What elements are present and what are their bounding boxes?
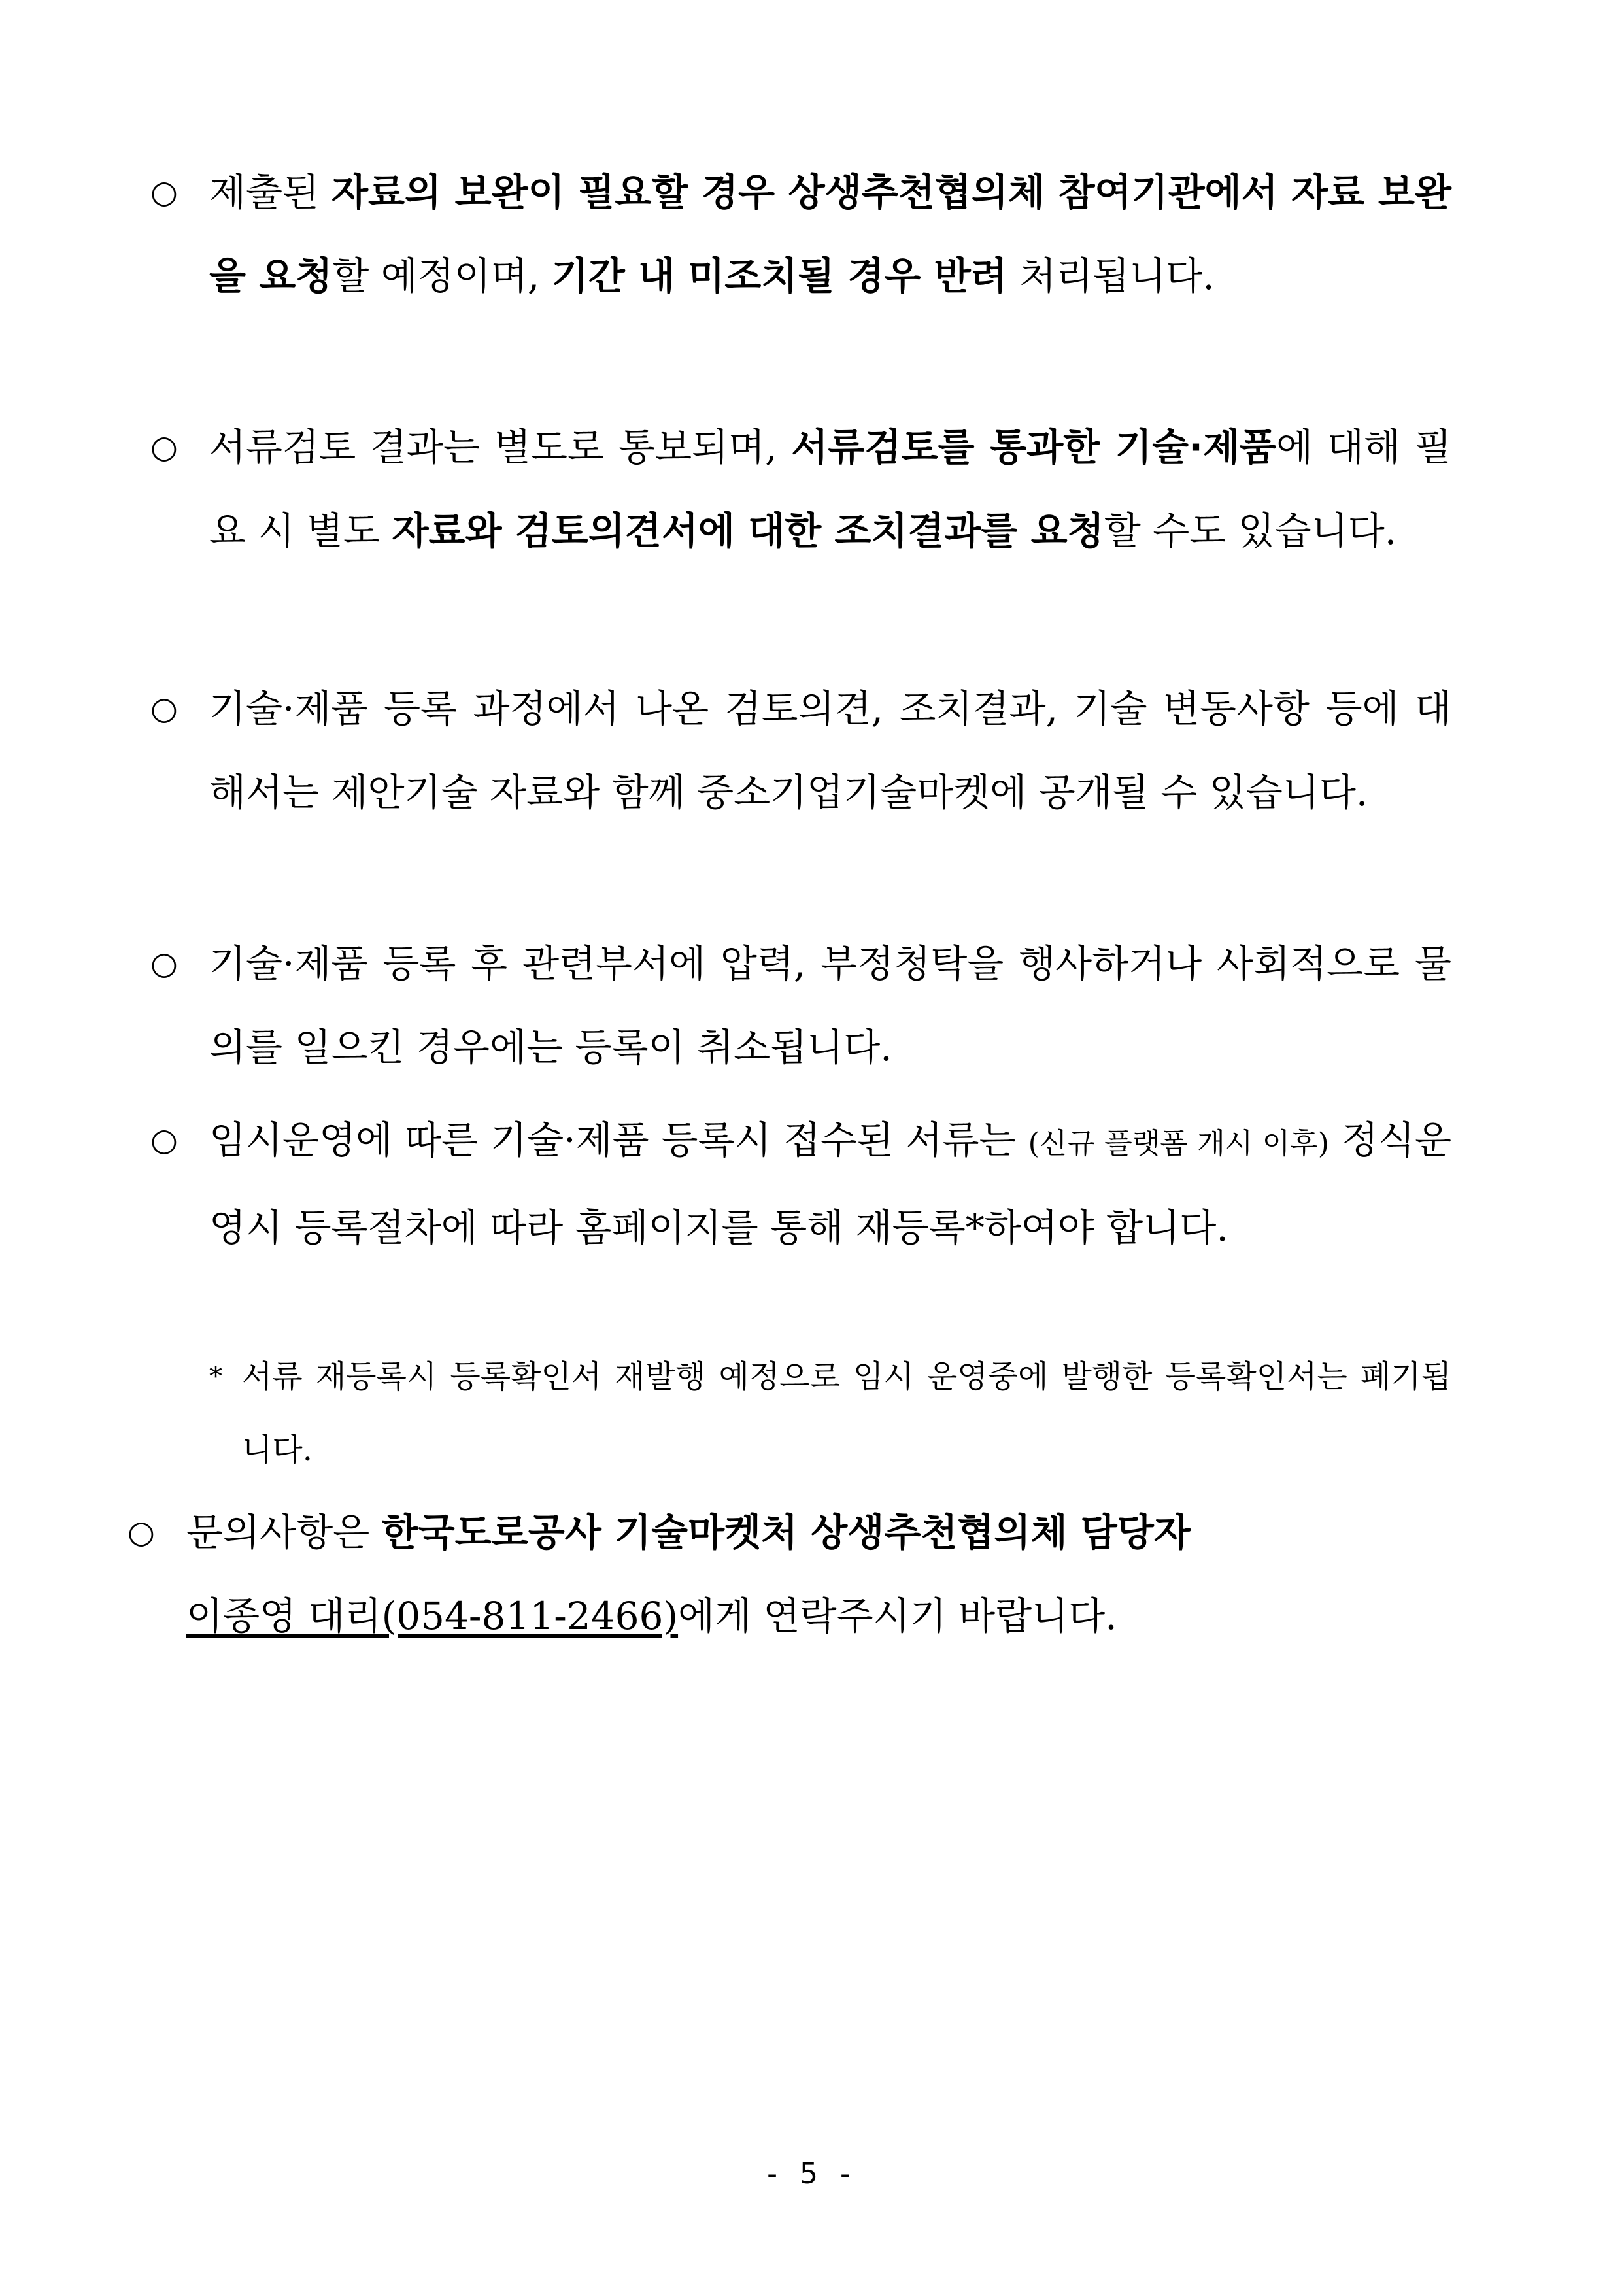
footnote-asterisk: * [209,1362,222,1392]
footnote-text: 서류 재등록시 등록확인서 재발행 예정으로 임시 운영중에 발행한 등록확인서는 폐기됩니다. [242,1358,1451,1468]
text-segment: 기술·제품 등록 과정에서 나온 검토의견, 조치결과, 기술 변동사항 등에 대해서는 제안기술 자료와 함께 중소기업기술마켓에 공개될 수 있습니다. [209,686,1451,815]
bold-text-segment: 기간 내 미조치될 경우 반려 [551,254,1007,298]
bullet-circle-icon: ○ [150,429,178,465]
text-segment: 할 예정이며, [332,254,552,298]
bullet-item-text [209,150,1451,318]
parenthetical-text-segment: (신규 플랫폼 개시 이후) [1028,1127,1329,1160]
contact-prefix: 문의사항은 [186,1510,382,1555]
contact-suffix: 에게 연락주시기 바랍니다. [678,1594,1117,1638]
text-segment: 처리됩니다. [1007,254,1215,298]
bold-text-segment: 서류검토를 통과한 기술·제품 [791,425,1277,469]
text-segment: 할 수도 있습니다. [1104,509,1397,553]
bullet-circle-icon: ○ [150,690,178,727]
contact-text [186,1490,1461,1658]
bullet-item-text [209,922,1451,1089]
bold-text-segment: 자료의 보완이 필요할 경우 상생추천협의체 참여기관에서 자료 보완을 요청 [209,170,1451,298]
contact-person: 이종영 대리(054-811-2466) [186,1594,679,1638]
text-segment: 제출된 [209,170,331,214]
text-segment: 기술·제품 등록 후 관련부서에 압력, 부정청탁을 행사하거나 사회적으로 물의를 일으킨 경우에는 등록이 취소됩니다. [209,941,1451,1069]
bullet-circle-icon: ○ [150,1122,178,1158]
contact-organization: 한국도로공사 기술마켓처 상생추천협의체 담당자 [381,1510,1191,1555]
bullet-item-text [209,405,1451,573]
bullet-circle-icon: ○ [150,174,178,210]
bullet-circle-icon: ○ [150,945,178,982]
bullet-item-text [209,1098,1451,1270]
text-segment: 임시운영에 따른 기술·제품 등록시 접수된 서류는 [209,1118,1028,1162]
bullet-item-text [209,667,1451,834]
page-number: - 5 - [767,2157,857,2191]
text-segment: 정식운영시 등록절차에 따라 홈페이지를 통해 재등록*하여야 합니다. [209,1118,1452,1250]
bold-text-segment: 자료와 검토의견서에 대한 조치결과를 요청 [392,509,1104,553]
bullet-circle-icon: ○ [127,1514,155,1551]
text-segment: 에 대해 필요 시 별도 [209,425,1451,553]
text-segment: 서류검토 결과는 별도로 통보되며, [209,425,792,469]
